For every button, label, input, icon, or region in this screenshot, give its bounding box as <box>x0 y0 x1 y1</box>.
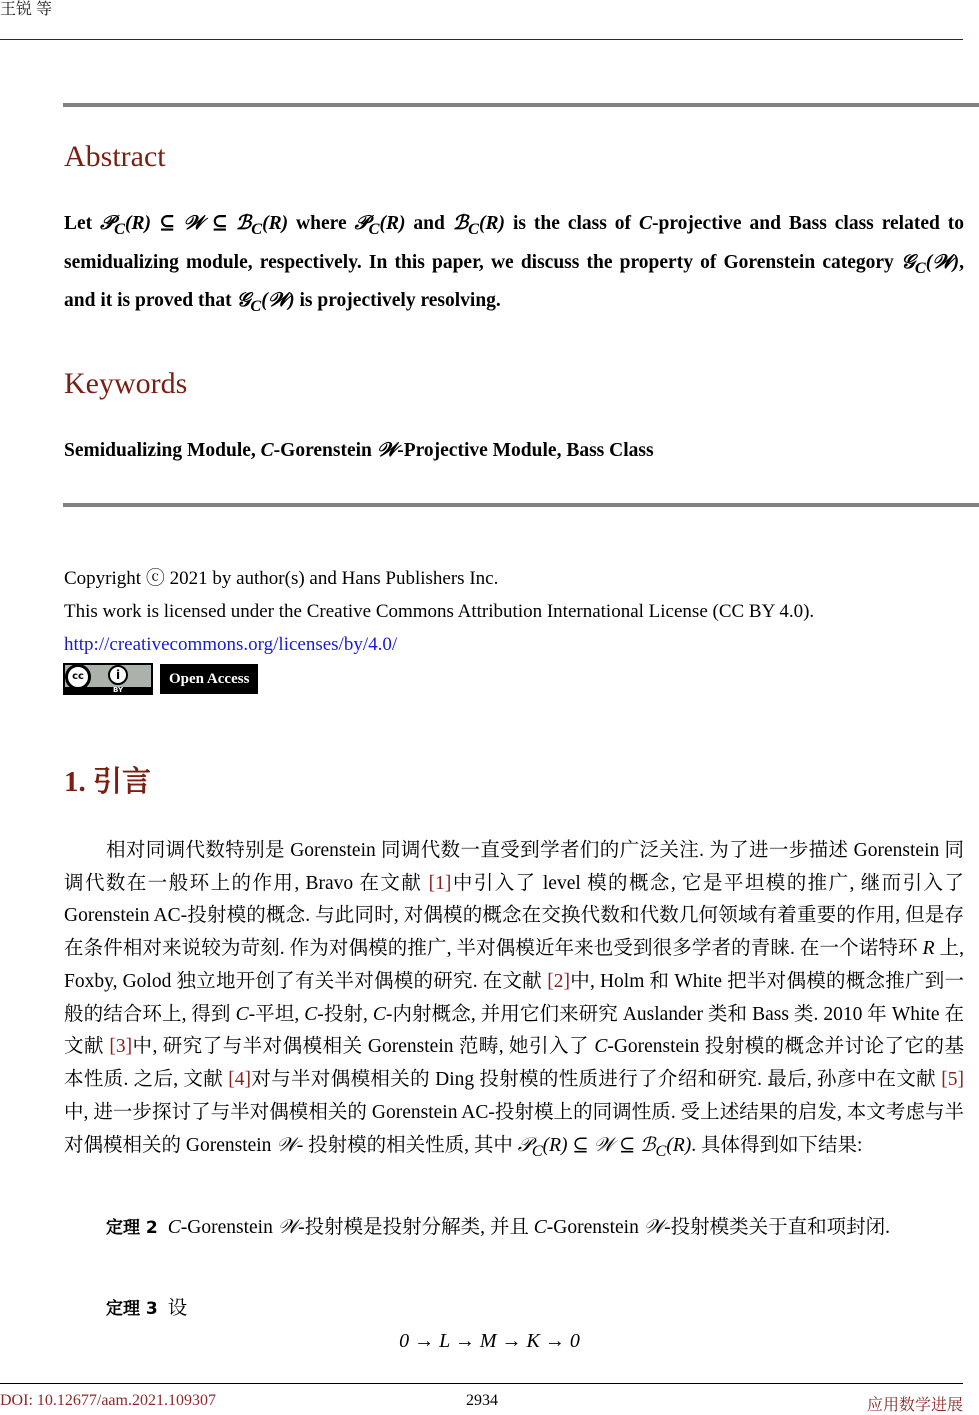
citation-4[interactable]: [4] <box>228 1068 252 1090</box>
citation-2[interactable]: [2] <box>547 970 570 992</box>
header-divider <box>0 39 963 40</box>
theorem-2: 定理 2 C-Gorenstein 𝒲-投射模是投射分解类, 并且 C-Gorenstein 𝒲-投射模类关于直和项封闭. <box>106 1215 891 1238</box>
theorem-3-label: 定理 3 <box>106 1299 158 1319</box>
keywords-bottom-rule <box>63 503 979 507</box>
footer-doi[interactable]: DOI: 10.12677/aam.2021.109307 <box>0 1392 216 1409</box>
footer-divider <box>0 1383 963 1384</box>
cc-by-badge[interactable] <box>63 663 153 695</box>
creative-commons-icon: cc <box>65 664 91 690</box>
introduction-paragraph: 相对同调代数特别是 Gorenstein 同调代数一直受到学者们的广泛关注. 为了进一步描述 Gorenstein 同调代数在一般环上的作用, Bravo 在文献 [1]中引入了 level 模的概念, 它是平坦模的推广, 继而引入了 Gorenstein AC-投射模的概念. 与此同时, 对偶模的概念在交换代数和代数几何领域有着重要的作用, 但是存在条件相对来说较为苛刻. 作为对偶模的推广, 半对偶模近年来也受到很多学者的青睐. 在一个诺特环 R 上, Foxby, Golod 独立地开创了有关半对偶模的研究. 在文献 [2]中, Holm 和 White 把半对偶模的概念推广到一般的结合环上, 得到 C-平坦, C-投射, C-内射概念, 并用它们来研究 Auslander 类和 Bass 类. 2010 年 White 在文献 [3]中, 研究了与半对偶模相关 Gorenstein 范畴, 她引入了 C-Gorenstein 投射模的概念并讨论了它的基本性质. 之后, 文献 [4]对与半对偶模相关的 Ding 投射模的性质进行了介绍和研究. 最后, 孙彦中在文献 [5]中, 进一步探讨了与半对偶模相关的 Gorenstein AC-投射模上的同调性质. 受上述结果的启发, 本文考虑与半对偶模相关的 Gorenstein 𝒲- 投射模的相关性质, 其中 𝒫$_C$(R) ⊆ 𝒲 ⊆ ℬ$_C$(R). 具体得到如下结果: <box>64 840 964 1161</box>
page-number: 2934 <box>466 1392 498 1409</box>
license-badges <box>63 663 258 695</box>
theorem-2-label: 定理 2 <box>106 1218 158 1238</box>
citation-5[interactable]: [5] <box>941 1068 964 1090</box>
exact-sequence-equation: 0 → L → M → K → 0 <box>399 1330 580 1352</box>
license-link[interactable]: http://creativecommons.org/licenses/by/4.0/ <box>64 634 398 655</box>
keywords-text: Semidualizing Module, C-Gorenstein 𝒲-Projective Module, Bass Class <box>64 438 654 461</box>
copyright-symbol: ⓒ <box>145 568 165 589</box>
citation-1[interactable]: [1] <box>428 872 452 894</box>
abstract-top-rule <box>63 103 979 107</box>
attribution-icon: i <box>108 665 128 685</box>
license-line: This work is licensed under the Creative Commons Attribution International License (CC BY 4.0). <box>64 601 815 622</box>
citation-3[interactable]: [3] <box>109 1036 133 1058</box>
copyright-block <box>64 562 814 661</box>
theorem-3: 定理 3 设 <box>106 1298 188 1319</box>
abstract-text: Let 𝒫$_C$(R) ⊆ 𝒲 ⊆ ℬ$_C$(R) where 𝒫$_C$(R) and ℬ$_C$(R) is the class of C-projective and Bass class related to semidualizing module, respectively. In this paper, we discuss the property of Gorenstein category 𝒢$_C$(𝒲), and it is proved that 𝒢$_C$(𝒲) is projectively resolving. <box>64 211 965 316</box>
abstract-title: Abstract <box>64 140 166 173</box>
by-label: BY <box>113 686 124 694</box>
journal-name: 应用数学进展 <box>866 1397 963 1414</box>
section-heading-introduction: 1. 引言 <box>64 766 152 798</box>
copyright-line: Copyright ⓒ 2021 by author(s) and Hans Publishers Inc. <box>64 568 499 589</box>
keywords-title: Keywords <box>64 367 188 400</box>
open-access-badge[interactable]: Open Access <box>160 664 258 694</box>
running-head: 王锐 等 <box>0 1 53 18</box>
